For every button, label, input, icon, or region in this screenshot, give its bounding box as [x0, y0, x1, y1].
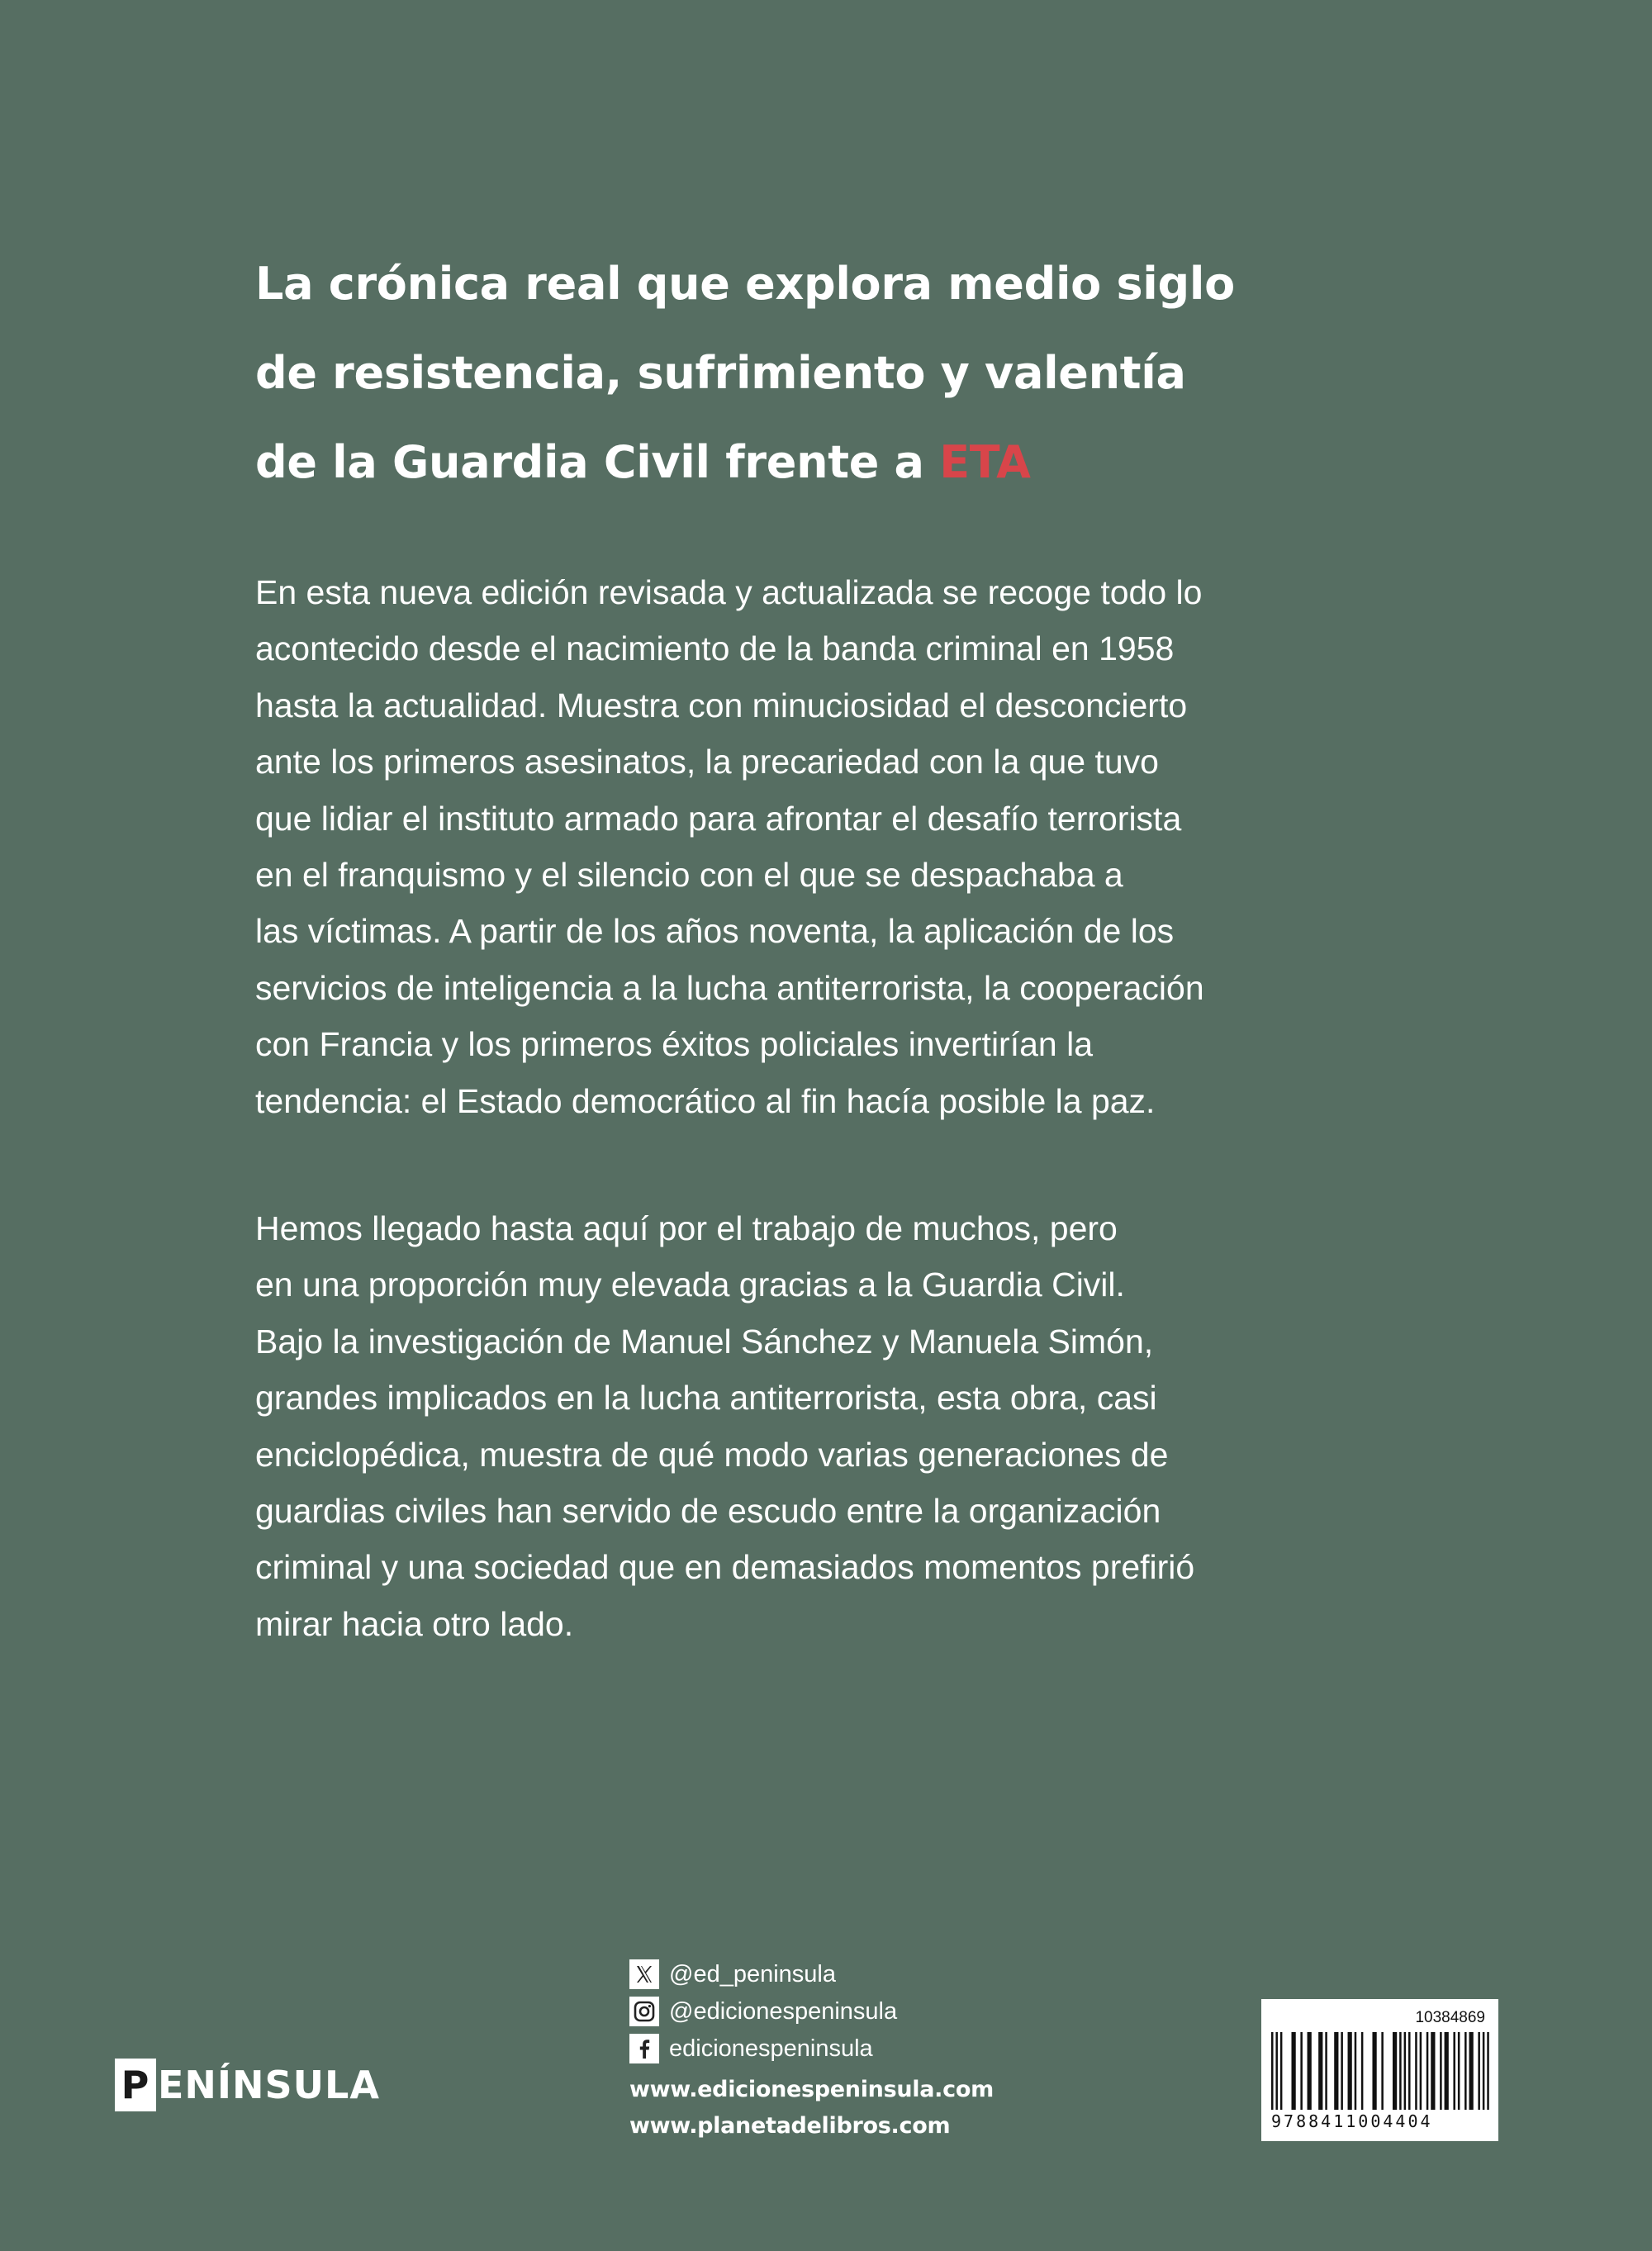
barcode-bar	[1325, 2032, 1327, 2110]
publisher-logo	[115, 2059, 380, 2111]
paragraph-line: criminal y una sociedad que en demasiados momentos prefirió	[255, 1548, 1195, 1587]
synopsis-paragraph-1	[255, 564, 1329, 1129]
x-handle: @ed_peninsula	[669, 1960, 836, 1987]
headline-line-3-text: de la Guardia Civil frente a	[255, 436, 940, 488]
barcode-bar	[1308, 2032, 1312, 2110]
paragraph-line: en una proporción muy elevada gracias a la Guardia Civil.	[255, 1266, 1125, 1304]
barcode-bar	[1341, 2032, 1343, 2110]
barcode-bar	[1453, 2032, 1455, 2110]
headline-line-2: de resistencia, sufrimiento y valentía	[255, 347, 1186, 399]
barcode-bar	[1361, 2032, 1364, 2110]
barcode-bar	[1381, 2032, 1384, 2110]
paragraph-line: las víctimas. A partir de los años noventa, la aplicación de los	[255, 912, 1175, 951]
paragraph-line: que lidiar el instituto armado para afrontar el desafío terrorista	[255, 799, 1182, 838]
publisher-logo-text: ENÍNSULA	[158, 2063, 380, 2107]
barcode-bar	[1431, 2032, 1435, 2110]
barcode-bar	[1318, 2032, 1322, 2110]
paragraph-line: ante los primeros asesinatos, la precariedad con la que tuvo	[255, 743, 1159, 781]
headline	[255, 240, 1329, 507]
barcode-bar	[1478, 2032, 1480, 2110]
paragraph-line: En esta nueva edición revisada y actualizada se recoge todo lo	[255, 573, 1203, 611]
barcode-bar	[1483, 2032, 1485, 2110]
barcode-bar	[1458, 2032, 1460, 2110]
barcode-bar	[1393, 2032, 1397, 2110]
paragraph-line: enciclopédica, muestra de qué modo varias generaciones de	[255, 1435, 1169, 1474]
barcode-bar	[1334, 2032, 1338, 2110]
paragraph-line: mirar hacia otro lado.	[255, 1604, 574, 1643]
barcode-bar	[1408, 2032, 1411, 2110]
paragraph-line: con Francia y los primeros éxitos policiales invertirían la	[255, 1025, 1094, 1064]
barcode-bar	[1372, 2032, 1376, 2110]
barcode-bar	[1399, 2032, 1402, 2110]
facebook-icon	[629, 2034, 659, 2063]
barcode	[1261, 1999, 1498, 2141]
synopsis-paragraph-2	[255, 1200, 1329, 1652]
barcode-bar	[1280, 2032, 1283, 2110]
barcode-bar	[1300, 2032, 1303, 2110]
barcode-bar	[1275, 2032, 1278, 2110]
barcode-code: 10384869	[1415, 2009, 1485, 2026]
paragraph-line: acontecido desde el nacimiento de la banda criminal en 1958	[255, 629, 1175, 668]
barcode-bar	[1469, 2032, 1474, 2110]
paragraph-line: en el franquismo y el silencio con el que se despachaba a	[255, 856, 1123, 895]
headline-accent: ETA	[939, 436, 1031, 488]
barcode-bar	[1487, 2032, 1489, 2110]
barcode-bar	[1420, 2032, 1422, 2110]
barcode-bar	[1404, 2032, 1407, 2110]
barcode-bar	[1348, 2032, 1352, 2110]
paragraph-line: hasta la actualidad. Muestra con minuciosidad el desconcierto	[255, 686, 1188, 724]
barcode-bar	[1355, 2032, 1357, 2110]
publisher-contacts	[629, 1956, 1125, 2144]
social-facebook[interactable]	[629, 2030, 1125, 2067]
barcode-bar	[1291, 2032, 1295, 2110]
paragraph-line: tendencia: el Estado democrático al fin hacía posible la paz.	[255, 1081, 1156, 1120]
paragraph-line: guardias civiles han servido de escudo entre la organización	[255, 1492, 1161, 1531]
paragraph-line: Bajo la investigación de Manuel Sánchez y Manuela Simón,	[255, 1322, 1154, 1361]
barcode-bar	[1415, 2032, 1417, 2110]
website-link-2[interactable]: www.planetadelibros.com	[629, 2113, 951, 2139]
social-instagram[interactable]	[629, 1993, 1125, 2030]
paragraph-line: grandes implicados en la lucha antiterrorista, esta obra, casi	[255, 1379, 1157, 1418]
facebook-handle: edicionespeninsula	[669, 2035, 873, 2062]
publisher-logo-initial: P	[115, 2059, 156, 2111]
instagram-icon	[629, 1997, 659, 2026]
paragraph-line: servicios de inteligencia a la lucha antiterrorista, la cooperación	[255, 968, 1204, 1007]
barcode-bar	[1464, 2032, 1467, 2110]
social-x[interactable]	[629, 1956, 1125, 1992]
website-link-1[interactable]: www.edicionespeninsula.com	[629, 2077, 994, 2102]
x-icon	[629, 1959, 659, 1989]
barcode-bar	[1271, 2032, 1274, 2110]
barcode-bars	[1271, 2032, 1489, 2110]
barcode-bar	[1427, 2032, 1429, 2110]
paragraph-line: Hemos llegado hasta aquí por el trabajo de muchos, pero	[255, 1209, 1118, 1247]
headline-line-1: La crónica real que explora medio siglo	[255, 258, 1235, 310]
headline-line-3	[255, 436, 1031, 488]
barcode-bar	[1445, 2032, 1449, 2110]
isbn-digits: 9788411004404	[1271, 2111, 1433, 2131]
barcode-bar	[1440, 2032, 1442, 2110]
instagram-handle: @edicionespeninsula	[669, 1997, 898, 2025]
